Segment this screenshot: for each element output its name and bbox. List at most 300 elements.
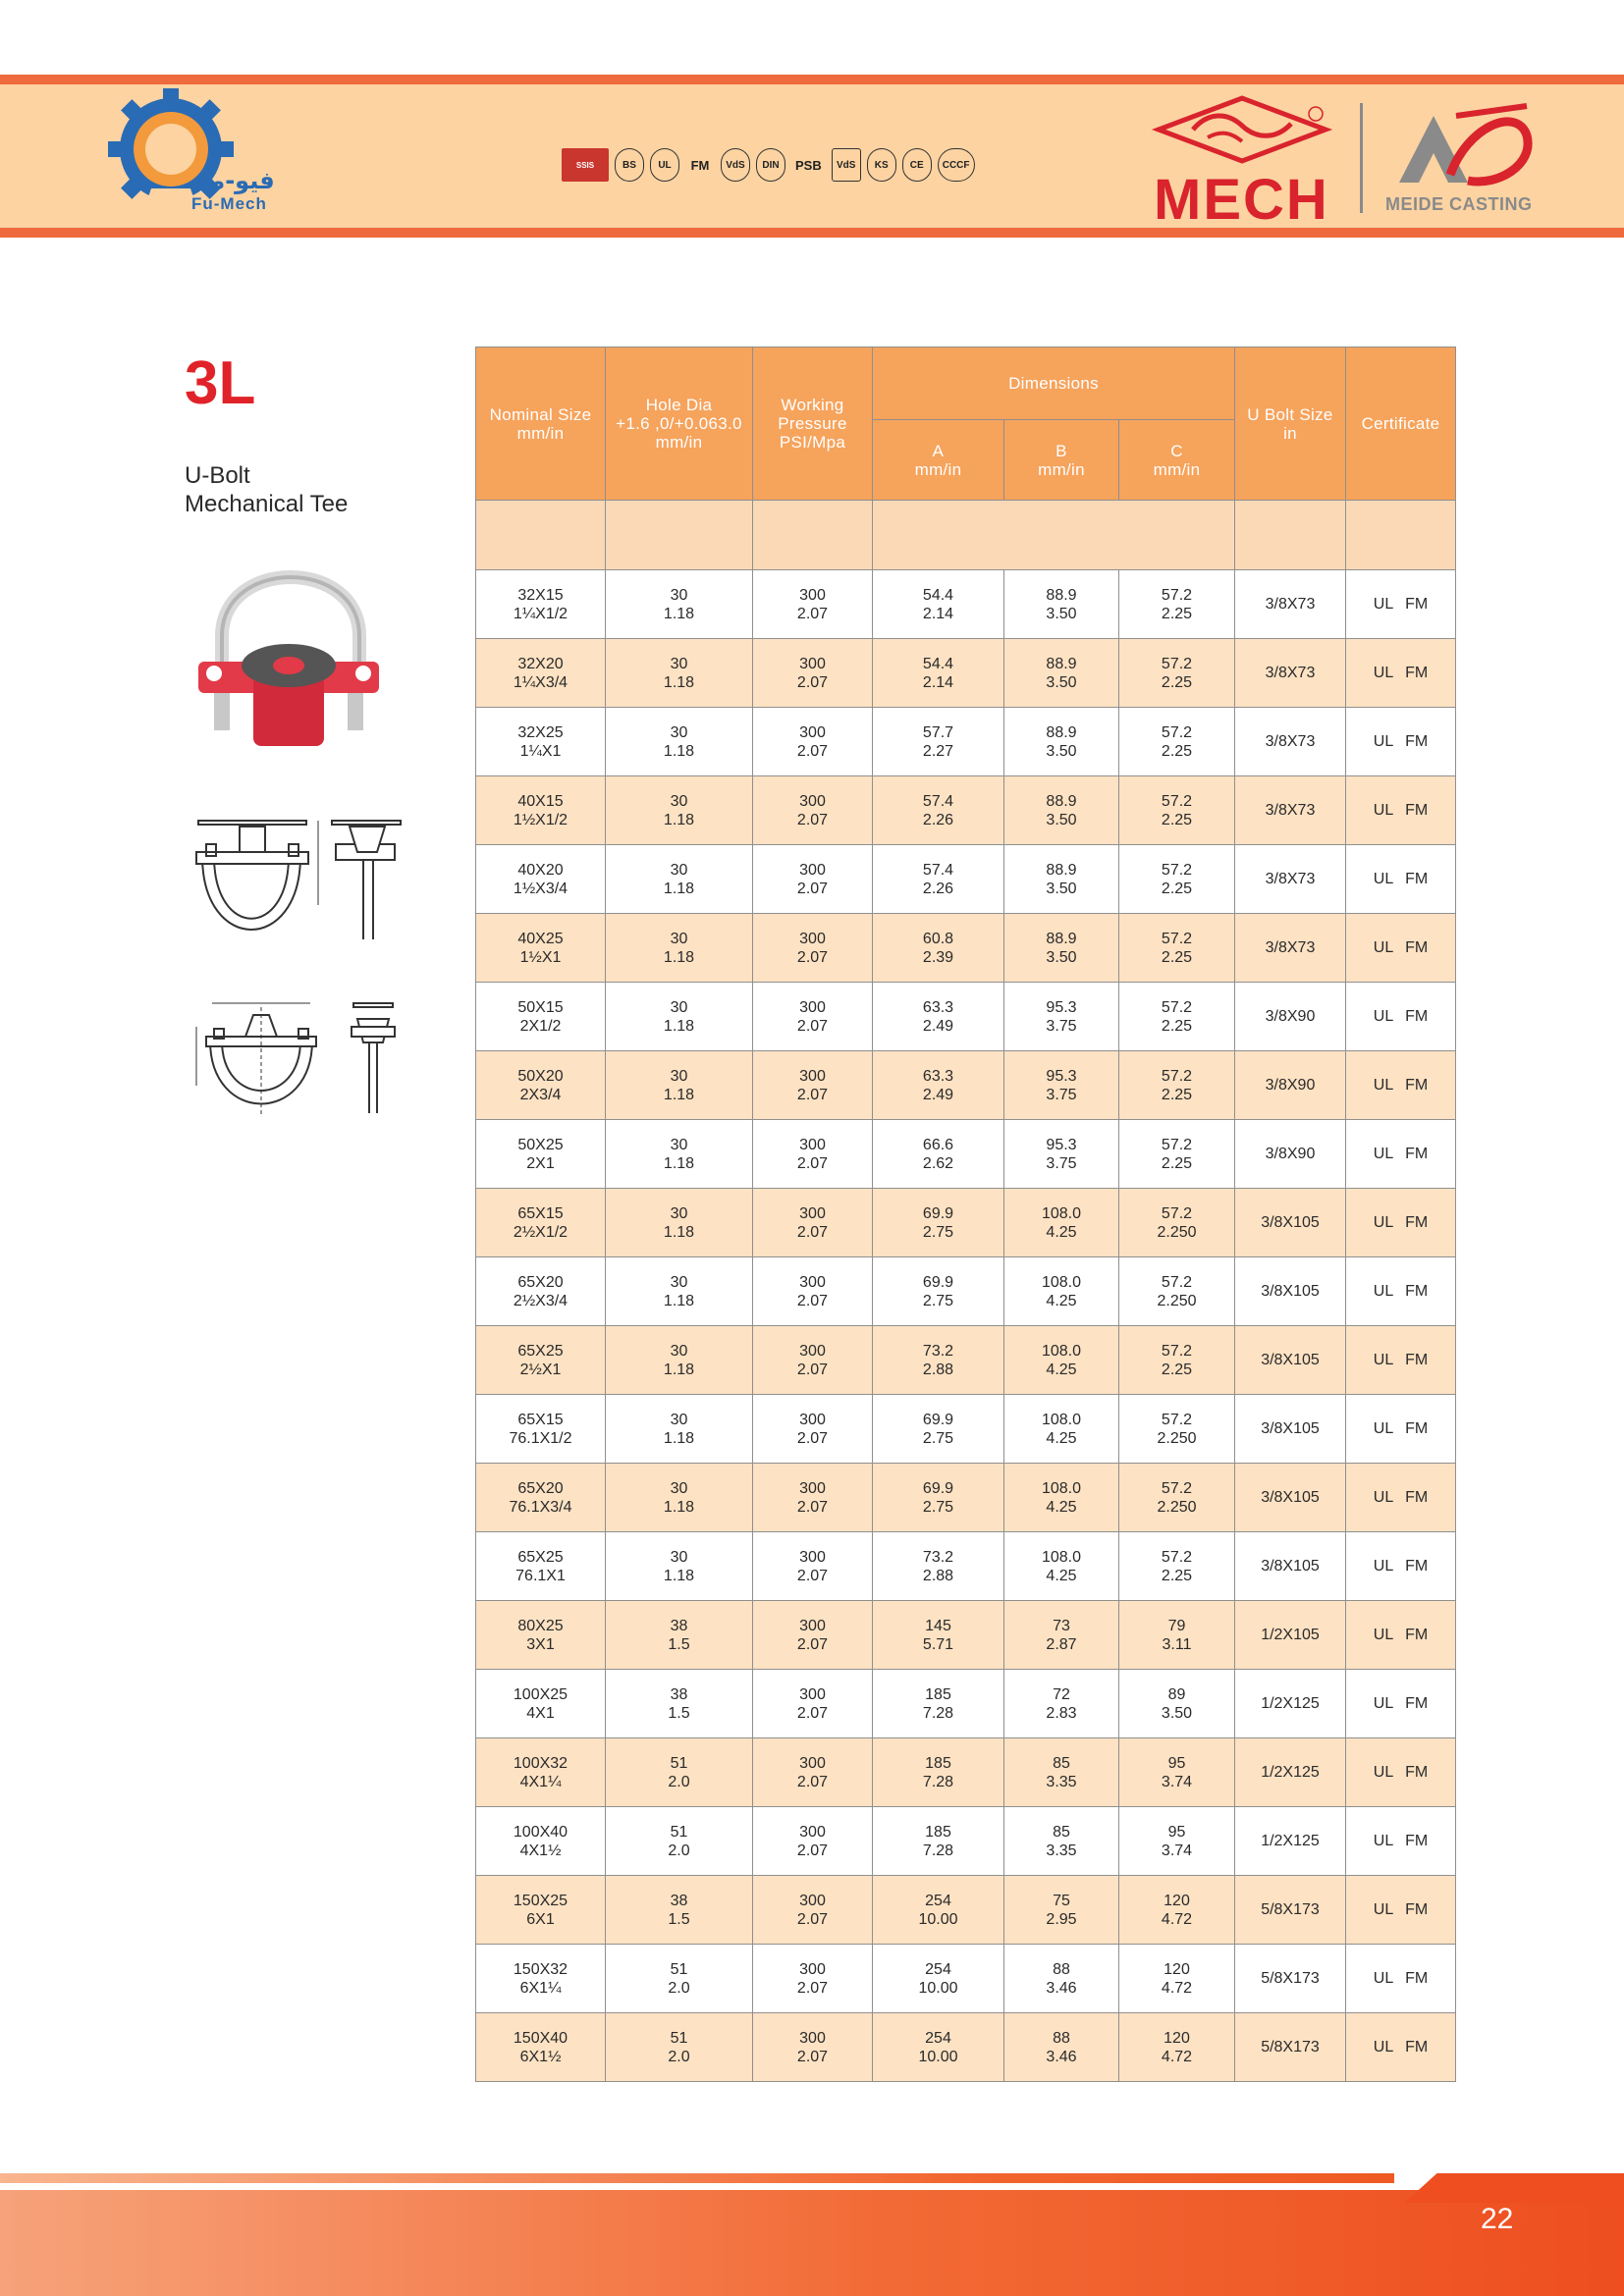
- imperial-value: 2X1: [526, 1154, 555, 1172]
- header-text: Nominal Size: [489, 404, 592, 424]
- imperial-value: 2.0: [668, 1773, 690, 1790]
- nominal-size-cell: [476, 2013, 606, 2082]
- metric-value: 63.3: [922, 998, 954, 1016]
- imperial-value: 3.74: [1161, 1773, 1193, 1790]
- hole-dia-cell: [606, 1601, 753, 1670]
- metric-value: 108.0: [1041, 1273, 1082, 1291]
- table-row: [476, 1120, 1456, 1189]
- ubolt-size-cell: 3/8X90: [1235, 1051, 1346, 1120]
- header-unit: mm/in: [516, 423, 565, 443]
- imperial-value: 1½X3/4: [513, 880, 568, 897]
- imperial-value: 2.49: [922, 1017, 954, 1035]
- table-row: [476, 1670, 1456, 1738]
- imperial-value: 2X1/2: [519, 1017, 562, 1035]
- imperial-value: 1¼X3/4: [513, 673, 568, 691]
- metric-value: 300: [799, 1548, 826, 1566]
- imperial-value: 1.18: [663, 948, 695, 966]
- imperial-value: 1.18: [663, 1017, 695, 1035]
- cert-mark: VdS: [721, 148, 750, 182]
- meide-casting-logo: [1380, 96, 1546, 194]
- nominal-size-cell: [476, 1257, 606, 1326]
- imperial-value: 1.18: [663, 1086, 695, 1103]
- hole-dia-cell: [606, 1326, 753, 1395]
- imperial-value: 3.75: [1046, 1017, 1077, 1035]
- metric-value: 57.2: [1161, 1067, 1193, 1085]
- working-pressure-cell: [753, 1945, 873, 2013]
- hole-dia-cell: [606, 1532, 753, 1601]
- imperial-value: 2.250: [1157, 1429, 1197, 1447]
- imperial-value: 4.25: [1046, 1292, 1077, 1309]
- dim-c-cell: [1119, 1670, 1235, 1738]
- dim-a-cell: [873, 1051, 1004, 1120]
- metric-value: 79: [1167, 1617, 1186, 1634]
- spacer-cell: [1346, 501, 1456, 570]
- header-unit: in: [1283, 423, 1297, 443]
- working-pressure-cell: [753, 1395, 873, 1464]
- metric-value: 300: [799, 1273, 826, 1291]
- metric-value: 30: [670, 1548, 688, 1566]
- imperial-value: 2.250: [1157, 1498, 1197, 1516]
- dim-c-cell: [1119, 639, 1235, 708]
- table-row: [476, 570, 1456, 639]
- imperial-value: 76.1X1: [515, 1567, 566, 1584]
- imperial-value: 2.07: [796, 1154, 829, 1172]
- table-row: [476, 1876, 1456, 1945]
- metric-value: 300: [799, 1685, 826, 1703]
- table-row: [476, 1395, 1456, 1464]
- working-pressure-cell: [753, 1257, 873, 1326]
- certificate-cell: UL FM: [1346, 2013, 1456, 2082]
- nominal-size-cell: [476, 708, 606, 776]
- metric-value: 30: [670, 792, 688, 810]
- metric-value: 66.6: [922, 1136, 954, 1153]
- header-unit: mm/in: [1153, 459, 1201, 479]
- metric-value: 108.0: [1041, 1548, 1082, 1566]
- imperial-value: 1.18: [663, 1498, 695, 1516]
- hole-dia-cell: [606, 1464, 753, 1532]
- hole-dia-cell: [606, 708, 753, 776]
- mech-brand-name: MECH: [1154, 168, 1329, 232]
- imperial-value: 2.25: [1161, 948, 1193, 966]
- header-working-pressure: [753, 347, 873, 501]
- table-row: [476, 1601, 1456, 1670]
- imperial-value: 3X1: [526, 1635, 555, 1653]
- imperial-value: 76.1X1/2: [509, 1429, 572, 1447]
- dim-a-cell: [873, 1464, 1004, 1532]
- metric-value: 254: [925, 1892, 951, 1909]
- metric-value: 32X15: [517, 586, 564, 604]
- imperial-value: 2.25: [1161, 1361, 1193, 1378]
- working-pressure-cell: [753, 1120, 873, 1189]
- imperial-value: 2.62: [922, 1154, 954, 1172]
- dim-a-cell: [873, 845, 1004, 914]
- metric-value: 85: [1053, 1823, 1070, 1841]
- metric-value: 88.9: [1046, 930, 1077, 947]
- header-text: Pressure: [778, 414, 847, 433]
- metric-value: 57.2: [1161, 1411, 1193, 1428]
- footer-band: [0, 2190, 1624, 2296]
- imperial-value: 2.75: [922, 1223, 954, 1241]
- working-pressure-cell: [753, 1532, 873, 1601]
- imperial-value: 2.07: [796, 1017, 829, 1035]
- footer-tab: [1375, 2173, 1624, 2203]
- metric-value: 108.0: [1041, 1411, 1082, 1428]
- imperial-value: 2.25: [1161, 1086, 1193, 1103]
- metric-value: 57.2: [1161, 1548, 1193, 1566]
- imperial-value: 6X1: [526, 1910, 555, 1928]
- imperial-value: 2.07: [796, 1292, 829, 1309]
- imperial-value: 1½X1: [519, 948, 562, 966]
- dim-a-cell: [873, 1670, 1004, 1738]
- header-top-stripe: [0, 75, 1624, 84]
- header-text: A: [932, 441, 945, 460]
- working-pressure-cell: [753, 1051, 873, 1120]
- imperial-value: 10.00: [918, 2048, 958, 2065]
- table-row: [476, 1257, 1456, 1326]
- header-dim-a: [873, 420, 1004, 501]
- nominal-size-cell: [476, 914, 606, 983]
- dim-c-cell: [1119, 2013, 1235, 2082]
- metric-value: 60.8: [922, 930, 954, 947]
- imperial-value: 7.28: [922, 1773, 954, 1790]
- metric-value: 108.0: [1041, 1204, 1082, 1222]
- metric-value: 57.2: [1161, 723, 1193, 741]
- table-row: [476, 914, 1456, 983]
- metric-value: 50X20: [517, 1067, 564, 1085]
- imperial-value: 76.1X3/4: [509, 1498, 572, 1516]
- table-spacer-row: [476, 501, 1456, 570]
- table-row: [476, 1738, 1456, 1807]
- metric-value: 57.2: [1161, 792, 1193, 810]
- metric-value: 30: [670, 1067, 688, 1085]
- dim-a-cell: [873, 1257, 1004, 1326]
- imperial-value: 2.07: [796, 1635, 829, 1653]
- metric-value: 38: [670, 1685, 688, 1703]
- ubolt-size-cell: 3/8X105: [1235, 1532, 1346, 1601]
- metric-value: 75: [1053, 1892, 1070, 1909]
- metric-value: 65X20: [517, 1273, 564, 1291]
- working-pressure-cell: [753, 845, 873, 914]
- nominal-size-cell: [476, 1601, 606, 1670]
- imperial-value: 2.07: [796, 1086, 829, 1103]
- certificate-cell: UL FM: [1346, 1807, 1456, 1876]
- table-row: [476, 1189, 1456, 1257]
- metric-value: 300: [799, 792, 826, 810]
- metric-value: 40X20: [517, 861, 564, 879]
- dim-c-cell: [1119, 1945, 1235, 2013]
- imperial-value: 2.75: [922, 1292, 954, 1309]
- imperial-value: 1¼X1/2: [513, 605, 568, 622]
- metric-value: 30: [670, 1273, 688, 1291]
- metric-value: 88.9: [1046, 586, 1077, 604]
- dim-a-cell: [873, 983, 1004, 1051]
- dim-b-cell: [1004, 1670, 1119, 1738]
- certificate-cell: UL FM: [1346, 1120, 1456, 1189]
- cert-mark: KS: [867, 148, 896, 182]
- working-pressure-cell: [753, 1189, 873, 1257]
- dim-b-cell: [1004, 1601, 1119, 1670]
- imperial-value: 2.07: [796, 742, 829, 760]
- working-pressure-cell: [753, 914, 873, 983]
- metric-value: 38: [670, 1892, 688, 1909]
- metric-value: 88.9: [1046, 723, 1077, 741]
- imperial-value: 2.07: [796, 880, 829, 897]
- metric-value: 30: [670, 1342, 688, 1360]
- imperial-value: 1½X1/2: [513, 811, 568, 828]
- imperial-value: 1.18: [663, 1361, 695, 1378]
- imperial-value: 2.83: [1046, 1704, 1077, 1722]
- header-bottom-stripe: [0, 228, 1624, 238]
- header-dim-c: [1119, 420, 1235, 501]
- header-unit: mm/in: [914, 459, 962, 479]
- metric-value: 89: [1167, 1685, 1186, 1703]
- imperial-value: 2.07: [796, 605, 829, 622]
- imperial-value: 1.18: [663, 811, 695, 828]
- imperial-value: 3.46: [1046, 1979, 1077, 1997]
- imperial-value: 2.07: [796, 811, 829, 828]
- working-pressure-cell: [753, 639, 873, 708]
- dim-b-cell: [1004, 1257, 1119, 1326]
- metric-value: 254: [925, 2029, 951, 2047]
- metric-value: 57.2: [1161, 1273, 1193, 1291]
- metric-value: 30: [670, 586, 688, 604]
- imperial-value: 4X1½: [519, 1842, 562, 1859]
- metric-value: 95: [1167, 1823, 1186, 1841]
- header-text: Working: [781, 396, 844, 414]
- dim-a-cell: [873, 639, 1004, 708]
- certificate-cell: UL FM: [1346, 1532, 1456, 1601]
- dim-a-cell: [873, 914, 1004, 983]
- metric-value: 88: [1053, 2029, 1070, 2047]
- header-nominal-size: [476, 347, 606, 501]
- hole-dia-cell: [606, 776, 753, 845]
- metric-value: 51: [670, 1823, 688, 1841]
- dim-c-cell: [1119, 570, 1235, 639]
- dim-c-cell: [1119, 1876, 1235, 1945]
- imperial-value: 2.0: [668, 1979, 690, 1997]
- dim-a-cell: [873, 776, 1004, 845]
- header-ubolt-size: [1235, 347, 1346, 501]
- table-row: [476, 1807, 1456, 1876]
- metric-value: 108.0: [1041, 1342, 1082, 1360]
- imperial-value: 2½X1: [519, 1361, 562, 1378]
- metric-value: 120: [1164, 1892, 1190, 1909]
- imperial-value: 4X1: [526, 1704, 555, 1722]
- header-unit: PSI/Mpa: [779, 433, 846, 452]
- imperial-value: 2.49: [922, 1086, 954, 1103]
- dim-b-cell: [1004, 570, 1119, 639]
- metric-value: 30: [670, 1136, 688, 1153]
- metric-value: 150X40: [513, 2029, 568, 2047]
- dim-b-cell: [1004, 1051, 1119, 1120]
- metric-value: 63.3: [922, 1067, 954, 1085]
- hole-dia-cell: [606, 1120, 753, 1189]
- ubolt-size-cell: 5/8X173: [1235, 2013, 1346, 2082]
- header-unit: mm/in: [655, 433, 703, 452]
- fu-mech-brand-name: Fu-Mech: [191, 194, 267, 213]
- imperial-value: 2.07: [796, 1979, 829, 1997]
- imperial-value: 2.0: [668, 1842, 690, 1859]
- imperial-value: 4.25: [1046, 1429, 1077, 1447]
- dim-b-cell: [1004, 845, 1119, 914]
- metric-value: 145: [925, 1617, 951, 1634]
- metric-value: 73.2: [922, 1548, 954, 1566]
- metric-value: 40X25: [517, 930, 564, 947]
- imperial-value: 2.27: [922, 742, 954, 760]
- nominal-size-cell: [476, 1945, 606, 2013]
- imperial-value: 2.87: [1046, 1635, 1077, 1653]
- certificate-cell: UL FM: [1346, 776, 1456, 845]
- metric-value: 30: [670, 998, 688, 1016]
- certificate-cell: UL FM: [1346, 1738, 1456, 1807]
- table-row: [476, 639, 1456, 708]
- cert-mark: PSB: [795, 157, 822, 173]
- header-unit: mm/in: [1038, 459, 1085, 479]
- imperial-value: 2.07: [796, 1498, 829, 1516]
- imperial-value: 3.75: [1046, 1154, 1077, 1172]
- certificate-cell: UL FM: [1346, 1945, 1456, 2013]
- nominal-size-cell: [476, 639, 606, 708]
- metric-value: 300: [799, 1479, 826, 1497]
- metric-value: 300: [799, 1136, 826, 1153]
- metric-value: 88: [1053, 1960, 1070, 1978]
- dim-b-cell: [1004, 1395, 1119, 1464]
- imperial-value: 1.18: [663, 605, 695, 622]
- imperial-value: 4.72: [1161, 2048, 1193, 2065]
- metric-value: 300: [799, 655, 826, 672]
- metric-value: 32X20: [517, 655, 564, 672]
- metric-value: 51: [670, 2029, 688, 2047]
- metric-value: 95.3: [1046, 998, 1077, 1016]
- imperial-value: 2.14: [922, 673, 954, 691]
- metric-value: 30: [670, 1204, 688, 1222]
- certificate-cell: UL FM: [1346, 1395, 1456, 1464]
- dim-b-cell: [1004, 1464, 1119, 1532]
- ubolt-size-cell: 3/8X73: [1235, 776, 1346, 845]
- header-dim-b: [1004, 420, 1119, 501]
- imperial-value: 2X3/4: [519, 1086, 562, 1103]
- ubolt-size-cell: 3/8X105: [1235, 1395, 1346, 1464]
- dim-c-cell: [1119, 1807, 1235, 1876]
- working-pressure-cell: [753, 983, 873, 1051]
- metric-value: 65X25: [517, 1342, 564, 1360]
- imperial-value: 4.72: [1161, 1910, 1193, 1928]
- imperial-value: 4.25: [1046, 1223, 1077, 1241]
- dim-c-cell: [1119, 1257, 1235, 1326]
- metric-value: 80X25: [517, 1617, 564, 1634]
- metric-value: 95: [1167, 1754, 1186, 1772]
- dim-a-cell: [873, 1945, 1004, 2013]
- imperial-value: 7.28: [922, 1704, 954, 1722]
- technical-drawing-installed: [187, 997, 406, 1119]
- header-text: U Bolt Size: [1247, 404, 1333, 424]
- dim-b-cell: [1004, 1876, 1119, 1945]
- hole-dia-cell: [606, 914, 753, 983]
- metric-value: 54.4: [922, 655, 954, 672]
- table-row: [476, 1326, 1456, 1395]
- spacer-cell: [476, 501, 606, 570]
- imperial-value: 1.18: [663, 1154, 695, 1172]
- certificate-cell: UL FM: [1346, 983, 1456, 1051]
- metric-value: 57.2: [1161, 930, 1193, 947]
- nominal-size-cell: [476, 1532, 606, 1601]
- certificate-cell: UL FM: [1346, 1464, 1456, 1532]
- ubolt-size-cell: 1/2X125: [1235, 1670, 1346, 1738]
- imperial-value: 2.25: [1161, 673, 1193, 691]
- ubolt-size-cell: 3/8X73: [1235, 708, 1346, 776]
- imperial-value: 1.5: [668, 1704, 690, 1722]
- cert-mark: CE: [902, 148, 932, 182]
- hole-dia-cell: [606, 2013, 753, 2082]
- metric-value: 300: [799, 1342, 826, 1360]
- imperial-value: 2.75: [922, 1498, 954, 1516]
- dim-c-cell: [1119, 1464, 1235, 1532]
- imperial-value: 3.50: [1046, 948, 1077, 966]
- cert-mark: BS: [615, 148, 644, 182]
- dim-a-cell: [873, 1601, 1004, 1670]
- hole-dia-cell: [606, 1807, 753, 1876]
- product-photo: [192, 567, 385, 754]
- nominal-size-cell: [476, 1189, 606, 1257]
- metric-value: 100X32: [513, 1754, 568, 1772]
- hole-dia-cell: [606, 1257, 753, 1326]
- ubolt-size-cell: 3/8X105: [1235, 1464, 1346, 1532]
- metric-value: 30: [670, 1411, 688, 1428]
- imperial-value: 2.88: [922, 1361, 954, 1378]
- imperial-value: 3.74: [1161, 1842, 1193, 1859]
- metric-value: 69.9: [922, 1273, 954, 1291]
- table-row: [476, 708, 1456, 776]
- metric-value: 30: [670, 655, 688, 672]
- certificate-cell: UL FM: [1346, 1257, 1456, 1326]
- dim-b-cell: [1004, 1189, 1119, 1257]
- imperial-value: 6X1¼: [519, 1979, 562, 1997]
- metric-value: 300: [799, 2029, 826, 2047]
- ubolt-size-cell: 1/2X105: [1235, 1601, 1346, 1670]
- dim-a-cell: [873, 1807, 1004, 1876]
- table-row: [476, 776, 1456, 845]
- header-text: B: [1056, 441, 1067, 460]
- imperial-value: 3.35: [1046, 1842, 1077, 1859]
- logo-divider: [1360, 103, 1363, 213]
- ubolt-size-cell: 1/2X125: [1235, 1738, 1346, 1807]
- metric-value: 300: [799, 1960, 826, 1978]
- product-model: 3L: [185, 349, 256, 417]
- header-tolerance: +1.6 ,0/+0.063.0: [616, 414, 742, 433]
- product-name-line1: U-Bolt: [185, 462, 250, 489]
- nominal-size-cell: [476, 1120, 606, 1189]
- certification-marks: [562, 139, 1072, 190]
- imperial-value: 10.00: [918, 1910, 958, 1928]
- metric-value: 30: [670, 861, 688, 879]
- imperial-value: 2.25: [1161, 605, 1193, 622]
- cert-mark: SSIS: [562, 148, 609, 182]
- imperial-value: 2.07: [796, 948, 829, 966]
- dim-c-cell: [1119, 1601, 1235, 1670]
- nominal-size-cell: [476, 1326, 606, 1395]
- hole-dia-cell: [606, 1051, 753, 1120]
- metric-value: 51: [670, 1960, 688, 1978]
- working-pressure-cell: [753, 1670, 873, 1738]
- metric-value: 30: [670, 930, 688, 947]
- metric-value: 100X25: [513, 1685, 568, 1703]
- dim-a-cell: [873, 570, 1004, 639]
- working-pressure-cell: [753, 1464, 873, 1532]
- certificate-cell: UL FM: [1346, 914, 1456, 983]
- ubolt-size-cell: 3/8X73: [1235, 570, 1346, 639]
- imperial-value: 3.50: [1046, 811, 1077, 828]
- dim-b-cell: [1004, 708, 1119, 776]
